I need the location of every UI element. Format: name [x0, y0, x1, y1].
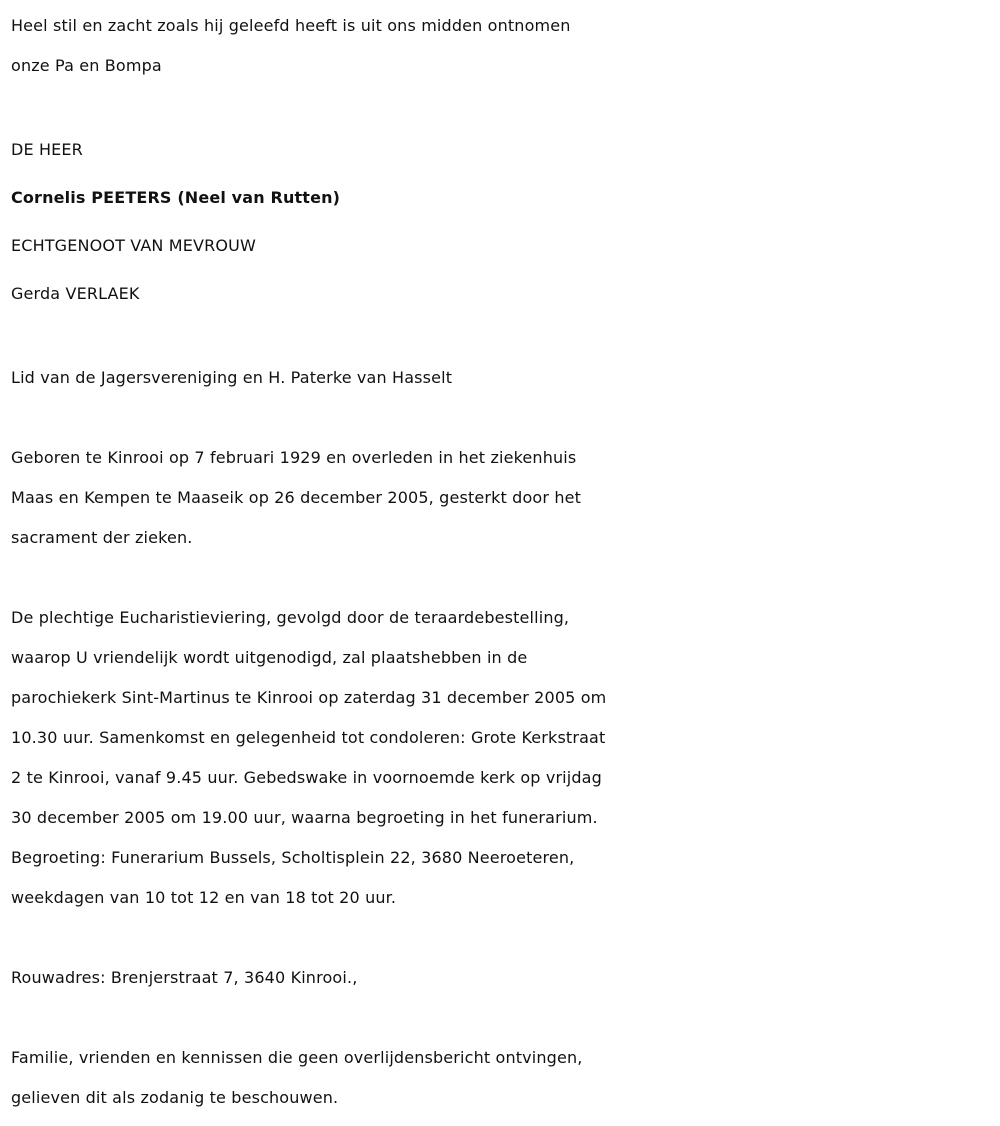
paragraph-gap: [11, 86, 996, 126]
name-block: [11, 126, 996, 318]
spouse-label: ECHTGENOOT VAN MEVROUW: [11, 236, 256, 255]
address-line: Rouwadres: Brenjerstraat 7, 3640 Kinrooi.,: [11, 968, 358, 987]
ceremony-paragraph: [11, 598, 996, 918]
birth-death-line: Geboren te Kinrooi op 7 februari 1929 en overleden in het ziekenhuis: [11, 448, 577, 467]
paragraph-gap: [11, 318, 996, 358]
ceremony-line: waarop U vriendelijk wordt uitgenodigd, zal plaatshebben in de: [11, 648, 528, 667]
birth-death-line: Maas en Kempen te Maaseik op 26 december 2005, gesterkt door het: [11, 488, 582, 507]
closing-line: gelieven dit als zodanig te beschouwen.: [11, 1088, 339, 1107]
intro-line: Heel stil en zacht zoals hij geleefd heeft is uit ons midden ontnomen: [11, 16, 571, 35]
ceremony-line: 2 te Kinrooi, vanaf 9.45 uur. Gebedswake in voornoemde kerk op vrijdag: [11, 768, 602, 787]
ceremony-line: weekdagen van 10 tot 12 en van 18 tot 20 uur.: [11, 888, 397, 907]
address-paragraph: [11, 958, 996, 998]
ceremony-line: 30 december 2005 om 19.00 uur, waarna begroeting in het funerarium.: [11, 808, 598, 827]
ceremony-line: 10.30 uur. Samenkomst en gelegenheid tot condoleren: Grote Kerkstraat: [11, 728, 606, 747]
intro-paragraph: [11, 6, 996, 86]
paragraph-gap: [11, 918, 996, 958]
ceremony-line: Begroeting: Funerarium Bussels, Scholtisplein 22, 3680 Neeroeteren,: [11, 848, 575, 867]
birth-death-line: sacrament der zieken.: [11, 528, 193, 547]
intro-line: onze Pa en Bompa: [11, 56, 162, 75]
ceremony-line: De plechtige Eucharistieviering, gevolgd door de teraardebestelling,: [11, 608, 570, 627]
salutation: DE HEER: [11, 140, 83, 159]
ceremony-line: parochiekerk Sint-Martinus te Kinrooi op zaterdag 31 december 2005 om: [11, 688, 607, 707]
birth-death-paragraph: [11, 438, 996, 558]
paragraph-gap: [11, 398, 996, 438]
closing-paragraph: [11, 1038, 996, 1118]
spouse-name: Gerda VERLAEK: [11, 284, 140, 303]
closing-line: Familie, vrienden en kennissen die geen overlijdensbericht ontvingen,: [11, 1048, 583, 1067]
paragraph-gap: [11, 558, 996, 598]
paragraph-gap: [11, 998, 996, 1038]
membership-paragraph: [11, 358, 996, 398]
deceased-name: Cornelis PEETERS (Neel van Rutten): [11, 188, 341, 207]
obituary-notice: [11, 6, 996, 1118]
membership-line: Lid van de Jagersvereniging en H. Paterke van Hasselt: [11, 368, 453, 387]
